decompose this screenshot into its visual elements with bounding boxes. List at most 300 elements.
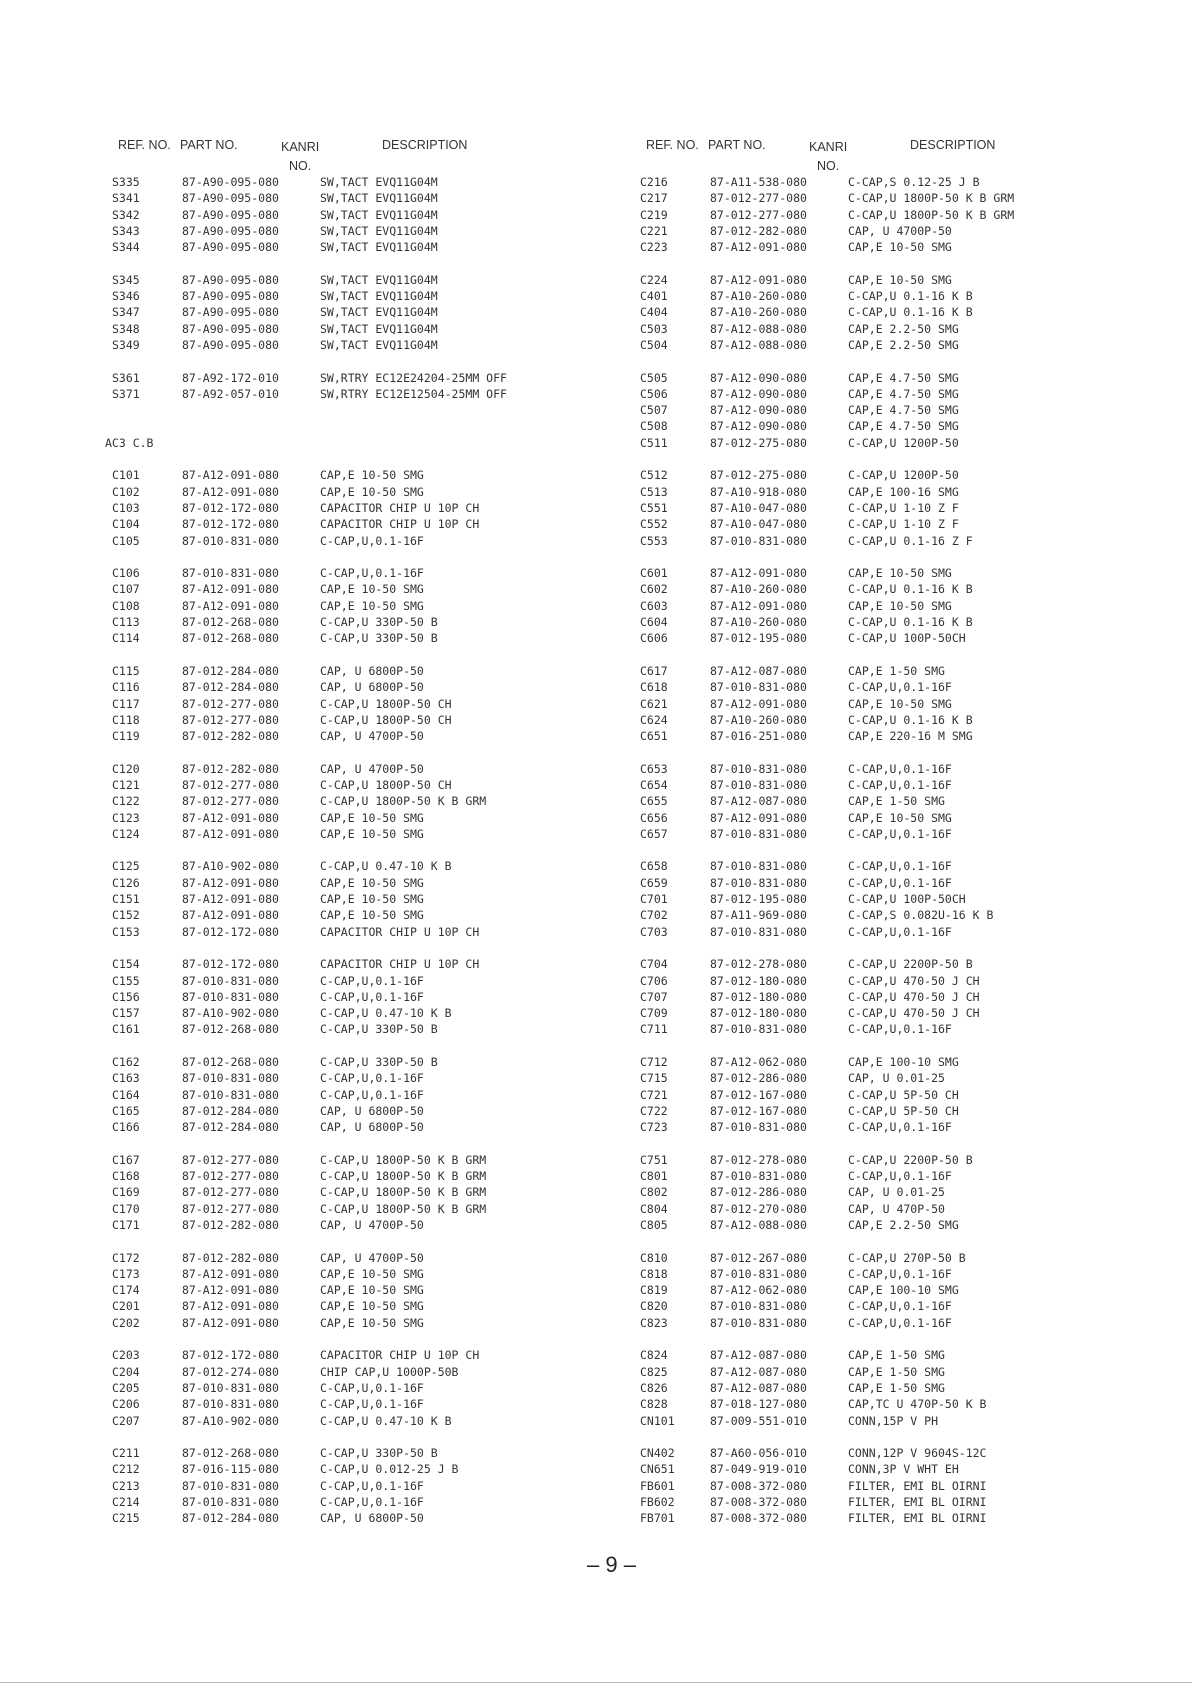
description-cell: C-CAP,U,0.1-16F <box>320 533 424 548</box>
description-cell: C-CAP,U 330P-50 B <box>320 615 438 630</box>
description-cell: CAP,TC U 470P-50 K B <box>848 1397 987 1412</box>
ref-no-cell: C174 <box>112 1283 140 1298</box>
ref-no-cell: C823 <box>640 1315 668 1330</box>
table-row <box>112 1070 672 1086</box>
part-no-cell: 87-010-831-080 <box>710 1120 807 1135</box>
description-cell: CAP,E 2.2-50 SMG <box>848 337 959 352</box>
table-row <box>640 1201 1192 1217</box>
description-cell: C-CAP,U 1800P-50 K B GRM <box>320 1169 487 1184</box>
ref-no-cell: C163 <box>112 1071 140 1086</box>
part-no-cell: 87-A60-056-010 <box>710 1446 807 1461</box>
bottom-divider <box>0 1682 1192 1683</box>
description-cell: CAP,E 10-50 SMG <box>320 1283 424 1298</box>
description-cell: C-CAP,U 1800P-50 K B GRM <box>320 1152 487 1167</box>
ref-no-cell: C212 <box>112 1462 140 1477</box>
ref-no-cell: C505 <box>640 370 668 385</box>
ref-no-cell: C801 <box>640 1169 668 1184</box>
description-cell: C-CAP,U 270P-50 B <box>848 1250 966 1265</box>
description-cell: C-CAP,U,0.1-16F <box>848 1266 952 1281</box>
parts-group <box>112 565 672 646</box>
ref-no-cell: C224 <box>640 272 668 287</box>
table-row <box>640 663 1192 679</box>
part-no-cell: 87-010-831-080 <box>710 1266 807 1281</box>
ref-no-cell: C828 <box>640 1397 668 1412</box>
description-cell: CAPACITOR CHIP U 10P CH <box>320 924 480 939</box>
description-cell: SW,TACT EVQ11G04M <box>320 223 438 238</box>
table-row <box>640 1445 1192 1461</box>
description-cell: FILTER, EMI BL OIRNI <box>848 1511 987 1526</box>
table-row <box>112 1494 672 1510</box>
table-row <box>112 1380 672 1396</box>
ref-no-cell: C101 <box>112 468 140 483</box>
ref-no-cell: C103 <box>112 500 140 515</box>
description-cell: CAP,E 10-50 SMG <box>320 826 424 841</box>
table-row <box>112 370 672 386</box>
description-cell: C-CAP,U 1-10 Z F <box>848 500 959 515</box>
description-cell: C-CAP,U 1800P-50 CH <box>320 712 452 727</box>
ref-no-cell: C824 <box>640 1348 668 1363</box>
ref-no-cell: S335 <box>112 175 140 189</box>
table-row <box>640 484 1192 500</box>
part-no-cell: 87-016-115-080 <box>182 1462 279 1477</box>
header-ref-no: REF. NO. <box>646 138 699 152</box>
part-no-cell: 87-A92-172-010 <box>182 370 279 385</box>
parts-group <box>112 1445 672 1526</box>
description-cell: C-CAP,U 330P-50 B <box>320 1055 438 1070</box>
description-cell: CAP,E 10-50 SMG <box>320 468 424 483</box>
parts-group <box>112 1347 672 1428</box>
part-no-cell: 87-012-275-080 <box>710 435 807 450</box>
table-row <box>640 386 1192 402</box>
table-row <box>640 239 1192 255</box>
description-cell: C-CAP,U,0.1-16F <box>848 924 952 939</box>
ref-no-cell: C123 <box>112 810 140 825</box>
table-row <box>640 598 1192 614</box>
description-cell: C-CAP,U 0.1-16 K B <box>848 712 973 727</box>
description-cell: C-CAP,U 1800P-50 K B GRM <box>848 191 1015 206</box>
table-row <box>640 288 1192 304</box>
description-cell: C-CAP,U,0.1-16F <box>848 1315 952 1330</box>
description-cell: C-CAP,U 470-50 J CH <box>848 989 980 1004</box>
description-cell: C-CAP,U 1800P-50 K B GRM <box>848 207 1015 222</box>
part-no-cell: 87-A12-091-080 <box>182 908 279 923</box>
description-cell: CAP, U 6800P-50 <box>320 1120 424 1135</box>
description-cell: CAP, U 6800P-50 <box>320 663 424 678</box>
part-no-cell: 87-A92-057-010 <box>182 386 279 401</box>
ref-no-cell: C621 <box>640 696 668 711</box>
description-cell: CAP,E 10-50 SMG <box>848 696 952 711</box>
table-row <box>112 793 672 809</box>
table-row <box>112 891 672 907</box>
description-cell: C-CAP,S 0.082U-16 K B <box>848 908 994 923</box>
description-cell: CAP,E 10-50 SMG <box>320 810 424 825</box>
table-row <box>112 728 672 744</box>
ref-no-cell: C617 <box>640 663 668 678</box>
description-cell: CAP,E 100-16 SMG <box>848 484 959 499</box>
part-no-cell: 87-A12-090-080 <box>710 403 807 418</box>
part-no-cell: 87-010-831-080 <box>710 924 807 939</box>
ref-no-cell: C404 <box>640 305 668 320</box>
description-cell: C-CAP,U,0.1-16F <box>320 989 424 1004</box>
description-cell: CAP,E 2.2-50 SMG <box>848 1218 959 1232</box>
ref-no-cell: C172 <box>112 1250 140 1265</box>
ref-no-cell: C504 <box>640 337 668 352</box>
description-cell: CAP, U 4700P-50 <box>320 1218 424 1232</box>
table-row <box>112 174 672 190</box>
description-cell: SW,TACT EVQ11G04M <box>320 191 438 206</box>
ref-no-cell: C818 <box>640 1266 668 1281</box>
parts-group <box>640 761 1192 842</box>
ref-no-cell: S341 <box>112 191 140 206</box>
ref-no-cell: C701 <box>640 892 668 907</box>
ref-no-cell: C552 <box>640 517 668 532</box>
description-cell: CAP,E 10-50 SMG <box>848 810 952 825</box>
ref-no-cell: S348 <box>112 321 140 336</box>
ref-no-cell: C723 <box>640 1120 668 1135</box>
description-cell: SW,RTRY EC12E24204-25MM OFF <box>320 370 507 385</box>
ref-no-cell: C202 <box>112 1315 140 1330</box>
ref-no-cell: C206 <box>112 1397 140 1412</box>
description-cell: CAP,E 10-50 SMG <box>320 598 424 613</box>
ref-no-cell: C173 <box>112 1266 140 1281</box>
table-row <box>640 1282 1192 1298</box>
table-row <box>112 1250 672 1266</box>
ref-no-cell: C654 <box>640 777 668 792</box>
table-row <box>112 1152 672 1168</box>
part-no-cell: 87-010-831-080 <box>182 1087 279 1102</box>
part-no-cell: 87-010-831-080 <box>710 1169 807 1184</box>
description-cell: CAP,E 1-50 SMG <box>848 794 945 809</box>
table-row <box>640 223 1192 239</box>
part-no-cell: 87-A10-047-080 <box>710 517 807 532</box>
description-cell: SW,TACT EVQ11G04M <box>320 175 438 189</box>
ref-no-cell: C606 <box>640 631 668 646</box>
description-cell: C-CAP,U,0.1-16F <box>320 973 424 988</box>
table-row <box>640 907 1192 923</box>
table-row <box>640 777 1192 793</box>
part-no-cell: 87-A90-095-080 <box>182 305 279 320</box>
description-cell: C-CAP,U 0.1-16 K B <box>848 289 973 304</box>
description-cell: CAP,E 4.7-50 SMG <box>848 370 959 385</box>
part-no-cell: 87-012-277-080 <box>710 191 807 206</box>
ref-no-cell: C152 <box>112 908 140 923</box>
table-row <box>640 1152 1192 1168</box>
description-cell: CAP, U 6800P-50 <box>320 680 424 695</box>
part-no-cell: 87-A10-260-080 <box>710 305 807 320</box>
part-no-cell: 87-012-284-080 <box>182 1103 279 1118</box>
ref-no-cell: C512 <box>640 468 668 483</box>
ref-no-cell: C703 <box>640 924 668 939</box>
table-row <box>112 858 672 874</box>
description-cell: CAP,E 1-50 SMG <box>848 1364 945 1379</box>
description-cell: C-CAP,U 330P-50 B <box>320 1022 438 1037</box>
description-cell: C-CAP,U 1800P-50 CH <box>320 696 452 711</box>
table-row <box>112 956 672 972</box>
ref-no-cell: C119 <box>112 729 140 744</box>
table-row <box>112 581 672 597</box>
ref-no-cell: C113 <box>112 615 140 630</box>
description-cell: SW,TACT EVQ11G04M <box>320 207 438 222</box>
part-no-cell: 87-A12-090-080 <box>710 419 807 434</box>
parts-group <box>640 174 1192 255</box>
table-row <box>640 1396 1192 1412</box>
table-row <box>640 973 1192 989</box>
ref-no-cell: C551 <box>640 500 668 515</box>
part-no-cell: 87-012-277-080 <box>182 1169 279 1184</box>
ref-no-cell: C213 <box>112 1478 140 1493</box>
parts-group <box>640 858 1192 939</box>
ref-no-cell: C820 <box>640 1299 668 1314</box>
part-no-cell: 87-A12-091-080 <box>182 484 279 499</box>
description-cell: CAP,E 10-50 SMG <box>848 566 952 581</box>
part-no-cell: 87-012-172-080 <box>182 924 279 939</box>
ref-no-cell: C810 <box>640 1250 668 1265</box>
description-cell: C-CAP,U 1200P-50 <box>848 468 959 483</box>
table-row <box>112 1282 672 1298</box>
description-cell: CONN,3P V WHT EH <box>848 1462 959 1477</box>
table-row <box>640 402 1192 418</box>
description-cell: CAP,E 10-50 SMG <box>848 240 952 255</box>
table-row <box>112 1021 672 1037</box>
ref-no-cell: C219 <box>640 207 668 222</box>
part-no-cell: 87-012-277-080 <box>182 1201 279 1216</box>
table-row <box>112 533 672 549</box>
table-row <box>640 696 1192 712</box>
ref-no-cell: C653 <box>640 761 668 776</box>
table-row <box>640 1478 1192 1494</box>
part-no-cell: 87-012-275-080 <box>710 468 807 483</box>
table-row <box>640 793 1192 809</box>
part-no-cell: 87-018-127-080 <box>710 1397 807 1412</box>
table-row <box>640 1413 1192 1429</box>
description-cell: CAP,E 10-50 SMG <box>320 1266 424 1281</box>
part-no-cell: 87-009-551-010 <box>710 1413 807 1428</box>
part-no-cell: 87-010-831-080 <box>182 566 279 581</box>
parts-group <box>112 272 672 353</box>
table-row <box>640 516 1192 532</box>
table-row <box>112 973 672 989</box>
part-no-cell: 87-A90-095-080 <box>182 240 279 255</box>
table-row <box>640 435 1192 451</box>
part-no-cell: 87-A12-091-080 <box>710 566 807 581</box>
description-cell: C-CAP,U 330P-50 B <box>320 631 438 646</box>
ref-no-cell: C602 <box>640 582 668 597</box>
description-cell: FILTER, EMI BL OIRNI <box>848 1495 987 1510</box>
description-cell: C-CAP,U 100P-50CH <box>848 892 966 907</box>
table-row <box>640 679 1192 695</box>
ref-no-cell: C503 <box>640 321 668 336</box>
part-no-cell: 87-A11-969-080 <box>710 908 807 923</box>
part-no-cell: 87-A12-091-080 <box>710 810 807 825</box>
table-row <box>112 679 672 695</box>
part-no-cell: 87-012-277-080 <box>182 794 279 809</box>
description-cell: CONN,12P V 9604S-12C <box>848 1446 987 1461</box>
part-no-cell: 87-012-284-080 <box>182 1511 279 1526</box>
part-no-cell: 87-012-277-080 <box>182 1185 279 1200</box>
ref-no-cell: C166 <box>112 1120 140 1135</box>
ref-no-cell: C156 <box>112 989 140 1004</box>
part-no-cell: 87-A90-095-080 <box>182 175 279 189</box>
part-no-cell: 87-A10-902-080 <box>182 1006 279 1021</box>
parts-group <box>112 1054 672 1135</box>
table-row <box>640 321 1192 337</box>
ref-no-cell: C651 <box>640 729 668 744</box>
part-no-cell: 87-012-195-080 <box>710 631 807 646</box>
part-no-cell: 87-010-831-080 <box>182 1071 279 1086</box>
header-part-no: PART NO. <box>180 138 238 152</box>
table-row <box>640 207 1192 223</box>
ref-no-cell: C712 <box>640 1055 668 1070</box>
table-row <box>112 500 672 516</box>
part-no-cell: 87-A11-538-080 <box>710 175 807 189</box>
ref-no-cell: S343 <box>112 223 140 238</box>
ref-no-cell: FB602 <box>640 1495 675 1510</box>
table-row <box>640 418 1192 434</box>
description-cell: C-CAP,U 0.47-10 K B <box>320 1006 452 1021</box>
ref-no-cell: C153 <box>112 924 140 939</box>
table-row <box>640 1250 1192 1266</box>
ref-no-cell: C513 <box>640 484 668 499</box>
description-cell: CAP,E 10-50 SMG <box>320 484 424 499</box>
description-cell: SW,TACT EVQ11G04M <box>320 337 438 352</box>
part-no-cell: 87-010-831-080 <box>182 989 279 1004</box>
description-cell: C-CAP,U 470-50 J CH <box>848 1006 980 1021</box>
ref-no-cell: C221 <box>640 223 668 238</box>
part-no-cell: 87-012-268-080 <box>182 631 279 646</box>
table-row <box>112 777 672 793</box>
description-cell: CAP,E 4.7-50 SMG <box>848 386 959 401</box>
description-cell: CAP, U 6800P-50 <box>320 1511 424 1526</box>
part-no-cell: 87-008-372-080 <box>710 1511 807 1526</box>
ref-no-cell: C511 <box>640 435 668 450</box>
ref-no-cell: C120 <box>112 761 140 776</box>
description-cell: CAP,E 10-50 SMG <box>320 875 424 890</box>
description-cell: C-CAP,U,0.1-16F <box>320 1071 424 1086</box>
description-cell: CAP,E 2.2-50 SMG <box>848 321 959 336</box>
table-row <box>640 614 1192 630</box>
part-no-cell: 87-A12-088-080 <box>710 321 807 336</box>
table-row <box>640 712 1192 728</box>
ref-no-cell: C157 <box>112 1006 140 1021</box>
ref-no-cell: C121 <box>112 777 140 792</box>
parts-group <box>640 663 1192 744</box>
part-no-cell: 87-012-172-080 <box>182 517 279 532</box>
description-cell: CAP,E 220-16 M SMG <box>848 729 973 744</box>
description-cell: FILTER, EMI BL OIRNI <box>848 1478 987 1493</box>
description-cell: CAP, U 0.01-25 <box>848 1071 945 1086</box>
parts-group <box>112 1250 672 1331</box>
table-row <box>640 1364 1192 1380</box>
table-row <box>640 337 1192 353</box>
part-no-cell: 87-010-831-080 <box>182 533 279 548</box>
part-no-cell: 87-012-268-080 <box>182 1446 279 1461</box>
table-row <box>112 1054 672 1070</box>
part-no-cell: 87-A12-091-080 <box>710 272 807 287</box>
parts-group <box>112 174 672 255</box>
description-cell: SW,TACT EVQ11G04M <box>320 321 438 336</box>
table-row <box>112 467 672 483</box>
table-row <box>640 533 1192 549</box>
description-cell: C-CAP,U 1200P-50 <box>848 435 959 450</box>
part-no-cell: 87-012-268-080 <box>182 1055 279 1070</box>
description-cell: C-CAP,U,0.1-16F <box>848 859 952 874</box>
part-no-cell: 87-012-268-080 <box>182 615 279 630</box>
part-no-cell: 87-A12-091-080 <box>710 696 807 711</box>
description-cell: C-CAP,U 5P-50 CH <box>848 1103 959 1118</box>
description-cell: C-CAP,U 0.012-25 J B <box>320 1462 459 1477</box>
ref-no-cell: C161 <box>112 1022 140 1037</box>
ref-no-cell: C104 <box>112 517 140 532</box>
description-cell: CAP, U 4700P-50 <box>320 1250 424 1265</box>
header-description: DESCRIPTION <box>382 138 468 152</box>
table-row <box>640 1119 1192 1135</box>
ref-no-cell: S346 <box>112 289 140 304</box>
part-no-cell: 87-012-277-080 <box>182 1152 279 1167</box>
ref-no-cell: C711 <box>640 1022 668 1037</box>
ref-no-cell: C826 <box>640 1380 668 1395</box>
table-row <box>640 1021 1192 1037</box>
table-row <box>112 516 672 532</box>
ref-no-cell: C108 <box>112 598 140 613</box>
ref-no-cell: C223 <box>640 240 668 255</box>
table-row <box>112 1217 672 1233</box>
description-cell: C-CAP,U,0.1-16F <box>848 1120 952 1135</box>
ref-no-cell: C658 <box>640 859 668 874</box>
table-row <box>112 1103 672 1119</box>
parts-group <box>640 565 1192 646</box>
ref-no-cell: C164 <box>112 1087 140 1102</box>
table-row <box>112 565 672 581</box>
part-no-cell: 87-A12-091-080 <box>182 826 279 841</box>
ref-no-cell: C151 <box>112 892 140 907</box>
part-no-cell: 87-A10-260-080 <box>710 615 807 630</box>
part-no-cell: 87-012-277-080 <box>182 777 279 792</box>
description-cell: CAP,E 10-50 SMG <box>848 272 952 287</box>
part-no-cell: 87-012-172-080 <box>182 1348 279 1363</box>
ref-no-cell: C601 <box>640 566 668 581</box>
description-cell: CAP,E 4.7-50 SMG <box>848 403 959 418</box>
part-no-cell: 87-010-831-080 <box>710 859 807 874</box>
ref-no-cell: C154 <box>112 957 140 972</box>
part-no-cell: 87-012-282-080 <box>710 223 807 238</box>
part-no-cell: 87-012-268-080 <box>182 1022 279 1037</box>
ref-no-cell: C165 <box>112 1103 140 1118</box>
table-row <box>112 386 672 402</box>
description-cell: C-CAP,U 1800P-50 CH <box>320 777 452 792</box>
part-no-cell: 87-A12-091-080 <box>182 582 279 597</box>
table-row <box>640 956 1192 972</box>
description-cell: CAPACITOR CHIP U 10P CH <box>320 500 480 515</box>
ref-no-cell: C721 <box>640 1087 668 1102</box>
part-no-cell: 87-A10-902-080 <box>182 859 279 874</box>
part-no-cell: 87-012-286-080 <box>710 1071 807 1086</box>
table-row <box>112 1087 672 1103</box>
description-cell: C-CAP,U 1800P-50 K B GRM <box>320 794 487 809</box>
part-no-cell: 87-012-277-080 <box>182 696 279 711</box>
description-cell: CAP,E 1-50 SMG <box>848 1348 945 1363</box>
part-no-cell: 87-049-919-010 <box>710 1462 807 1477</box>
table-row <box>640 1103 1192 1119</box>
description-cell: C-CAP,U 2200P-50 B <box>848 957 973 972</box>
ref-no-cell: C706 <box>640 973 668 988</box>
description-cell: SW,TACT EVQ11G04M <box>320 272 438 287</box>
parts-group <box>640 1152 1192 1233</box>
part-no-cell: 87-010-831-080 <box>710 826 807 841</box>
description-cell: C-CAP,U 0.1-16 K B <box>848 615 973 630</box>
part-no-cell: 87-A90-095-080 <box>182 191 279 206</box>
part-no-cell: 87-010-831-080 <box>710 1299 807 1314</box>
description-cell: C-CAP,U,0.1-16F <box>848 761 952 776</box>
